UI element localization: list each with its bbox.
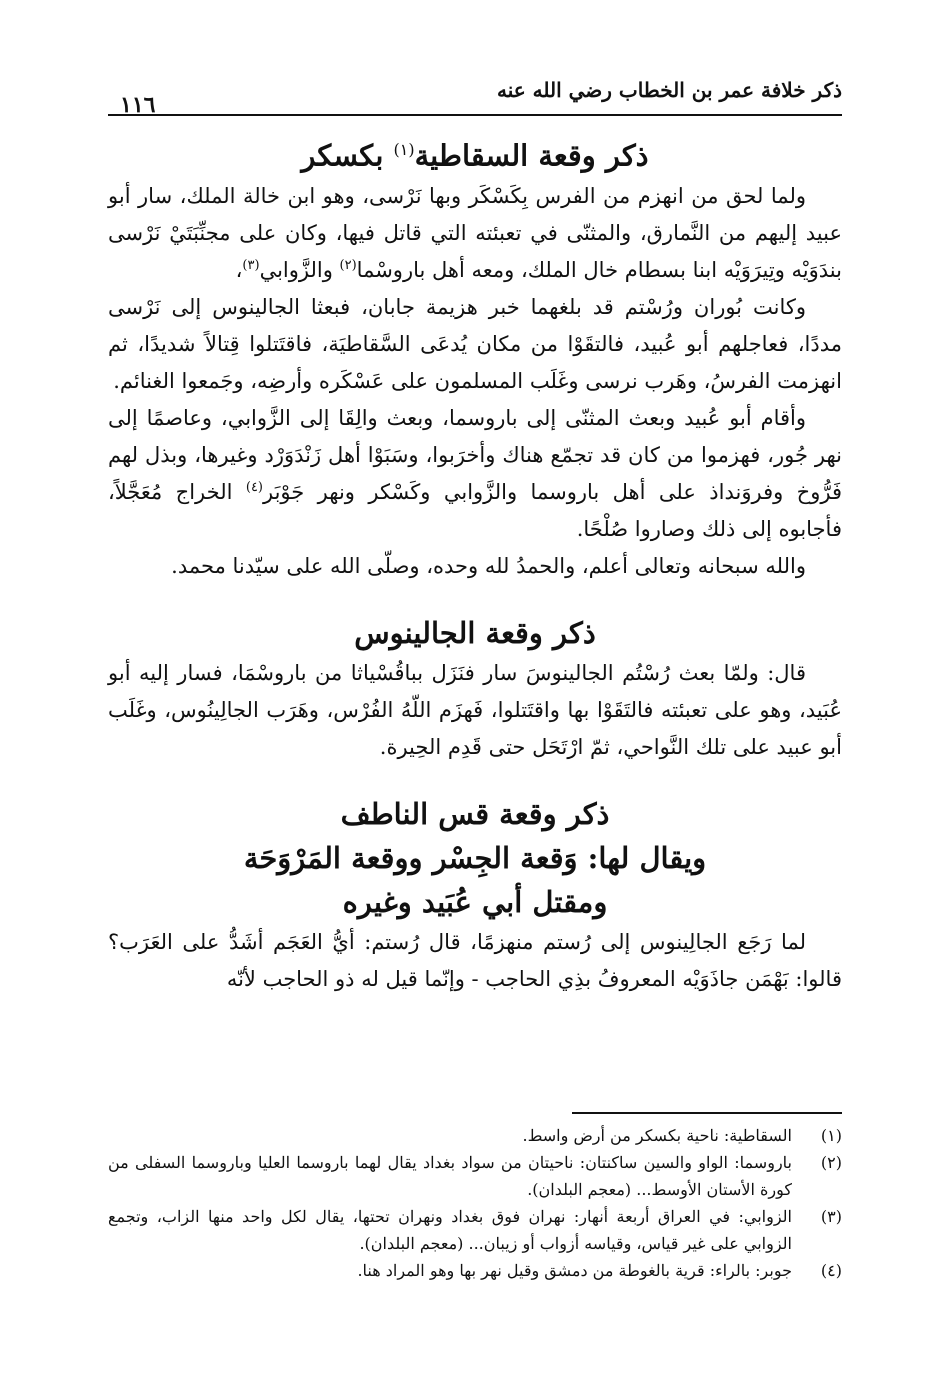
footnote-text: باروسما: الواو والسين ساكنتان: ناحيتان من سواد بغداد يقال لهما باروسما العليا وباروسما السفلى من كورة الأستان الأوسط... (معجم البلدان). bbox=[108, 1153, 792, 1199]
paragraph bbox=[108, 400, 842, 548]
footnote-text: الزوابي: في العراق أربعة أنهار: نهران فوق بغداد ونهران تحتها، يقال لكل واحد منها الزاب، وتجمع الزوابي على غير قياس، وقياسه أزواب أو زيبان... (معجم البلدان). bbox=[108, 1207, 792, 1253]
section-title-text: ذكر وقعة السقاطية bbox=[414, 138, 649, 173]
paragraph-text: ولما لحق من انهزم من الفرس بِكَسْكَر وبها نَرْسى، وهو ابن خالة الملك، سار أبو عبيد إليهم من النَّمارق، والمثنّى في تعبئته التي قاتل فيها، وكان على مجنِّبَتَيْ نَرْسى بندَوَيْه وتِيرَوَيْه ابنا بسطام خال الملك، ومعه أهل باروسْما bbox=[108, 183, 842, 282]
section-title-jalinus: ذكر وقعة الجالينوس bbox=[354, 615, 596, 650]
paragraph-text: والزَّوابي bbox=[259, 257, 340, 282]
section-subtitle-abu-ubaid: ومقتل أبي عُبَيد وغيره bbox=[342, 884, 608, 919]
footnote-ref[interactable]: (٢) bbox=[339, 257, 357, 273]
paragraph: لما رَجَع الجالِينوس إلى رُستم منهزمًا، قال رُستم: أيُّ العَجَم أشَدُّ على العَرَب؟ قالوا: بَهْمَن جاذَوَيْه المعروفُ بذِي الحاجب - وإنّما قيل له ذو الحاجب لأنّه bbox=[108, 929, 842, 991]
page-number: ١١٦ bbox=[120, 92, 156, 118]
footnotes bbox=[108, 1122, 842, 1284]
footnote bbox=[108, 1149, 842, 1203]
paragraph-text: وأقام أبو عُبيد وبعث المثنّى إلى باروسما، وبعث والِقَا إلى الزَّوابي، وعاصمًا إلى نهر جُور، فهزموا من كان قد تجمّع هناك وأخرَبوا، وسَبَوْا أهل زَنْدَوَرْد وغيرها، وبذل لهم فَرُّوخ وفروَنداذ على أهل باروسما والزَّوابي وكَسْكر ونهر جَوْبَر bbox=[108, 405, 842, 504]
section-title-qus-natif: ذكر وقعة قس الناطف bbox=[340, 796, 610, 831]
footnote bbox=[108, 1257, 842, 1284]
footnote bbox=[108, 1203, 842, 1257]
paragraph-text: الخراج مُعَجَّلاً، فأجابوه إلى ذلك وصاروا صُلْحًا. bbox=[108, 479, 842, 541]
paragraph-text: ، bbox=[235, 257, 243, 282]
section-title-saqatiya bbox=[108, 128, 842, 178]
footnote-number: (٢) bbox=[820, 1153, 842, 1172]
footnote-text: جوبر: بالراء: قرية بالغوطة من دمشق وقيل نهر بها وهو المراد هنا. bbox=[357, 1261, 792, 1280]
footnote bbox=[108, 1122, 842, 1149]
header-rule bbox=[108, 114, 842, 116]
paragraph: وكانت بُوران ورُسْتم قد بلغهما خبر هزيمة جابان، فبعثا الجالينوس إلى نَرْسى مددًا، فعاجلهم أبو عُبيد، فالتقَوْا من مكان يُدعَى السَّقاطيَة، فاقتَتلوا قِتالاً شديدًا، ثم انهزمت الفرسُ، وهَرب نرسى وغَلَب المسلمون على عَسْكَره وأرضِه، وجَمعوا الغنائم. bbox=[108, 294, 842, 393]
footnote-text: السقاطية: ناحية بكسكر من أرض واسط. bbox=[522, 1126, 792, 1145]
section-title-tail: بكسكر bbox=[301, 138, 394, 173]
main-text bbox=[108, 128, 842, 998]
footnote-number: (٣) bbox=[820, 1207, 842, 1226]
paragraph: قال: ولمّا بعث رُسْتُم الجالينوسَ سار فنَزَل بباقُسْياثا من باروسْمَا، فسار إليه أبو عُبَيد، وهو على تعبئته فالتَقَوْا بها واقتَتلوا، فَهزَم اللّهُ الفُرْس، وهَرَب الجالِينُوس، وغَلَب أبو عبيد على تلك النَّواحي، ثمّ ارْتَحَل حتى قَدِم الحِيرة. bbox=[108, 660, 842, 759]
footnote-ref[interactable]: (٤) bbox=[245, 479, 263, 495]
footnote-rule bbox=[572, 1112, 842, 1114]
paragraph bbox=[108, 178, 842, 289]
footnote-number: (١) bbox=[820, 1126, 842, 1145]
closing-paragraph: والله سبحانه وتعالى أعلم، والحمدُ لله وحده، وصلّى الله على سيّدنا محمد. bbox=[171, 553, 806, 578]
footnote-ref[interactable]: (١) bbox=[393, 140, 415, 159]
footnote-ref[interactable]: (٣) bbox=[242, 257, 260, 273]
running-title: ذكر خلافة عمر بن الخطاب رضي الله عنه bbox=[497, 78, 842, 102]
running-header bbox=[108, 70, 842, 120]
footnote-number: (٤) bbox=[820, 1261, 842, 1280]
section-subtitle-jisr: ويقال لها: وَقعة الجِسْر ووقعة المَرْوَحَة bbox=[243, 840, 707, 875]
